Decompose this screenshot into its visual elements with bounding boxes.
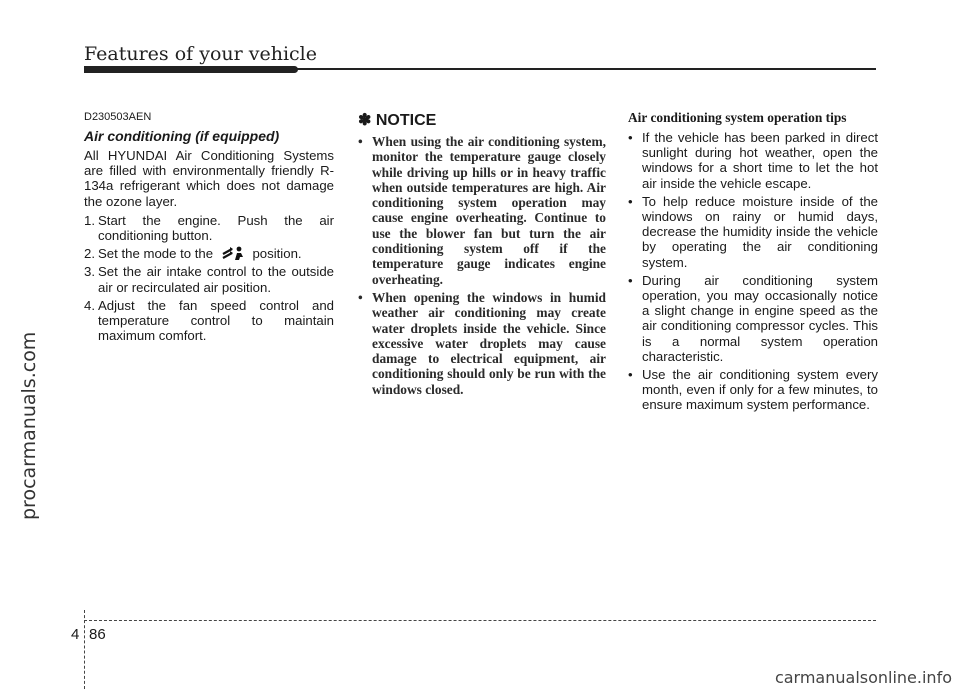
footer-vertical-rule (84, 610, 85, 689)
step-item (84, 246, 334, 261)
step-number: 3. (84, 264, 95, 280)
column-right (628, 110, 878, 416)
tip-text: Use the air conditioning system every month, even if only for a few minutes, to ensure maximum system performance. (642, 367, 878, 413)
watermark-vertical: procarmanuals.com (18, 331, 40, 520)
step-text: Adjust the fan speed control and temperature control to maintain maximum comfort. (98, 297, 334, 344)
notice-title: NOTICE (375, 112, 437, 129)
tip-text: To help reduce moisture inside of the windows on rainy or humid days, decrease the humidity inside the vehicle by operating the air conditioning system. (642, 193, 878, 270)
tip-item (628, 367, 878, 413)
footer-horizontal-rule (84, 620, 876, 621)
notice-list (358, 134, 606, 397)
section-title: Air conditioning (if equipped) (84, 128, 280, 144)
chapter-number: 4 (71, 626, 80, 643)
column-left (84, 108, 334, 346)
footer-site-watermark: carmanualsonline.info (774, 668, 952, 687)
tip-item (628, 194, 878, 270)
tips-list (628, 130, 878, 413)
page-header-title: Features of your vehicle (84, 43, 318, 65)
bullet: • (358, 134, 363, 149)
bullet: • (628, 272, 633, 288)
header-bar (84, 66, 298, 73)
step-text: Set the air intake control to the outside air or recirculated air position. (98, 264, 334, 295)
notice-text: When using the air conditioning system, monitor the temperature gauge closely while driving up hills or in heavy traffic when outside temperatures are high. Air conditioning system operation may cause engine overheating. Continue to use the blower fan but turn the air conditioning system off if the temperature gauge indicates engine overheating. (372, 134, 606, 287)
step-number: 4. (84, 297, 95, 313)
bullet: • (628, 367, 633, 383)
notice-item (358, 134, 606, 287)
step-number: 1. (84, 212, 95, 228)
step-text: Start the engine. Push the air conditioning button. (98, 212, 334, 244)
page-number: 86 (89, 626, 106, 643)
section-code: D230503AEN (84, 111, 152, 123)
bullet: • (628, 130, 633, 145)
steps-list (84, 213, 334, 344)
step-number: 2. (84, 246, 95, 262)
step-item (84, 264, 334, 294)
intro-paragraph: All HYUNDAI Air Conditioning Systems are filled with environmentally friendly R-134a refrigerant which does not damage the ozone layer. (84, 148, 334, 209)
bullet: • (628, 193, 633, 209)
tip-text: If the vehicle has been parked in direct sunlight during hot weather, open the windows for a short time to let the hot air inside the vehicle escape. (642, 130, 878, 191)
tip-text: During air conditioning system operation, you may occasionally notice a slight change in engine speed as the air conditioning compressor cycles. This is a normal system operation characteristic. (642, 272, 878, 364)
bullet: • (358, 289, 363, 305)
step-item (84, 298, 334, 344)
step-text-before: Set the mode to the (98, 246, 214, 262)
notice-item (358, 290, 606, 397)
step-item (84, 213, 334, 243)
notice-text: When opening the windows in humid weather air conditioning may create water droplets inside the vehicle. Since excessive water droplets may cause damage to electrical equipment, air conditioning should only be run with the windows closed. (372, 289, 606, 397)
column-middle (358, 110, 606, 400)
step-text-after: position. (252, 246, 302, 262)
notice-symbol-icon: ✽ (358, 112, 372, 129)
tip-item (628, 273, 878, 364)
tip-item (628, 130, 878, 191)
face-vent-mode-icon (221, 246, 245, 261)
tips-title: Air conditioning system operation tips (628, 110, 847, 125)
notice-heading (358, 110, 606, 130)
